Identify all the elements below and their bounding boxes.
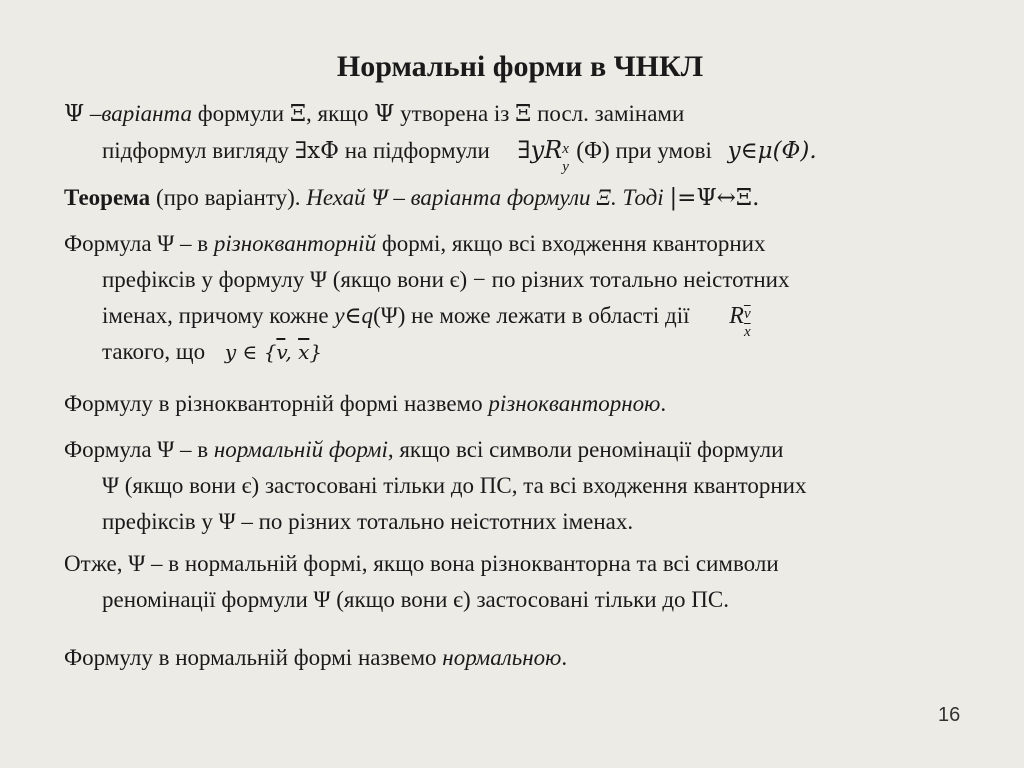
line: префіксів у формулу Ψ (якщо вони є) − по різних тотально неістотних [102, 267, 790, 292]
formula-text: (Φ) [576, 138, 610, 164]
formula-var: $\overline{v}$ [276, 340, 286, 364]
formula-italic: y∈q [334, 303, 374, 328]
superscript: x [562, 141, 569, 158]
text: на підформули [338, 138, 490, 163]
line [64, 96, 984, 132]
paragraph-theorem [64, 180, 984, 216]
superscript: $\overline{v}$ [743, 306, 751, 323]
text: утворена із [394, 101, 516, 126]
psi-symbol: Ψ [64, 101, 85, 127]
condition-formula: y∈μ(Φ). [727, 138, 817, 164]
psi-symbol: Ψ [374, 101, 395, 127]
paragraph-normal-form [64, 432, 984, 540]
text: такого, що [102, 339, 211, 364]
text: посл. замінами [531, 101, 685, 126]
text: (Ψ) не може лежати в області дії [373, 303, 690, 328]
term-italic: різнокванторній [213, 231, 377, 256]
line [64, 132, 984, 176]
theorem-label: Теорема [64, 185, 151, 210]
subscript: $\overline{x}$ [743, 324, 751, 341]
text: підформул вигляду [102, 138, 295, 163]
text: Формулу в нормальній формі назвемо [64, 645, 443, 670]
line [64, 298, 984, 341]
term-italic: нормальною [442, 645, 562, 670]
paragraph-therefore [64, 546, 984, 618]
formula-text: } [309, 340, 323, 364]
slide-title: Нормальні форми в ЧНКЛ [336, 50, 704, 83]
paragraph-multiquantifier-name [64, 386, 984, 422]
line [64, 386, 984, 422]
xi-symbol: Ξ [289, 101, 307, 127]
term-italic: різнокванторною [488, 391, 661, 416]
text: Формула Ψ – в [64, 437, 214, 462]
formula-text: , [285, 340, 299, 364]
sup-sub [562, 137, 576, 176]
line [64, 334, 984, 370]
formula-var: $\overline{x}$ [298, 340, 310, 364]
page-number: 16 [938, 704, 961, 726]
set-formula [225, 340, 322, 364]
formula-text: y ∈ { [224, 340, 277, 364]
formula-exists-y-renomination [517, 132, 610, 176]
paragraph-multiquantifier-form [64, 226, 984, 370]
subscript: y [562, 159, 569, 176]
line: префіксів у Ψ – по різних тотально неістотних іменах. [102, 509, 634, 534]
line [64, 640, 984, 676]
line: Ψ (якщо вони є) застосовані тільки до ПС, та всі входження кванторних [102, 473, 807, 498]
formula-text: ∃yR [517, 136, 563, 164]
term-italic: нормальній формі [213, 437, 388, 462]
text: , якщо [306, 101, 375, 126]
line [64, 226, 984, 262]
text: , якщо всі символи реномінації формули [387, 437, 784, 462]
text: Формулу в різнокванторній формі назвемо [64, 391, 489, 416]
paragraph-variant-definition [64, 96, 984, 176]
theorem-hypothesis: Нехай Ψ – варіанта формули Ξ. [306, 185, 617, 210]
line: Отже, Ψ – в нормальній формі, якщо вона різнокванторна та всі символи [64, 551, 779, 576]
paragraph-normal-name [64, 640, 984, 676]
line [64, 432, 984, 468]
text: формули [191, 101, 290, 126]
formula-renomination-r [729, 298, 758, 341]
line [64, 180, 984, 216]
formula-exists-x-phi: ∃xΦ [294, 138, 339, 164]
sup-sub [743, 302, 758, 341]
text: . [561, 645, 568, 670]
line: реномінації формули Ψ (якщо вони є) застосовані тільки до ПС. [102, 587, 729, 612]
text: Тоді [616, 185, 670, 210]
variant-term: –варіанта [89, 101, 192, 126]
theorem-result: |=Ψ↔Ξ. [669, 185, 760, 211]
text: . [660, 391, 667, 416]
text: Формула Ψ – в [64, 231, 214, 256]
text: формі, якщо всі входження кванторних [376, 231, 766, 256]
text: (про варіанту). [150, 185, 307, 210]
text: при умові [615, 138, 718, 163]
xi-symbol: Ξ [515, 101, 532, 127]
text: іменах, причому кожне [102, 303, 335, 328]
formula-text: R [729, 303, 744, 329]
